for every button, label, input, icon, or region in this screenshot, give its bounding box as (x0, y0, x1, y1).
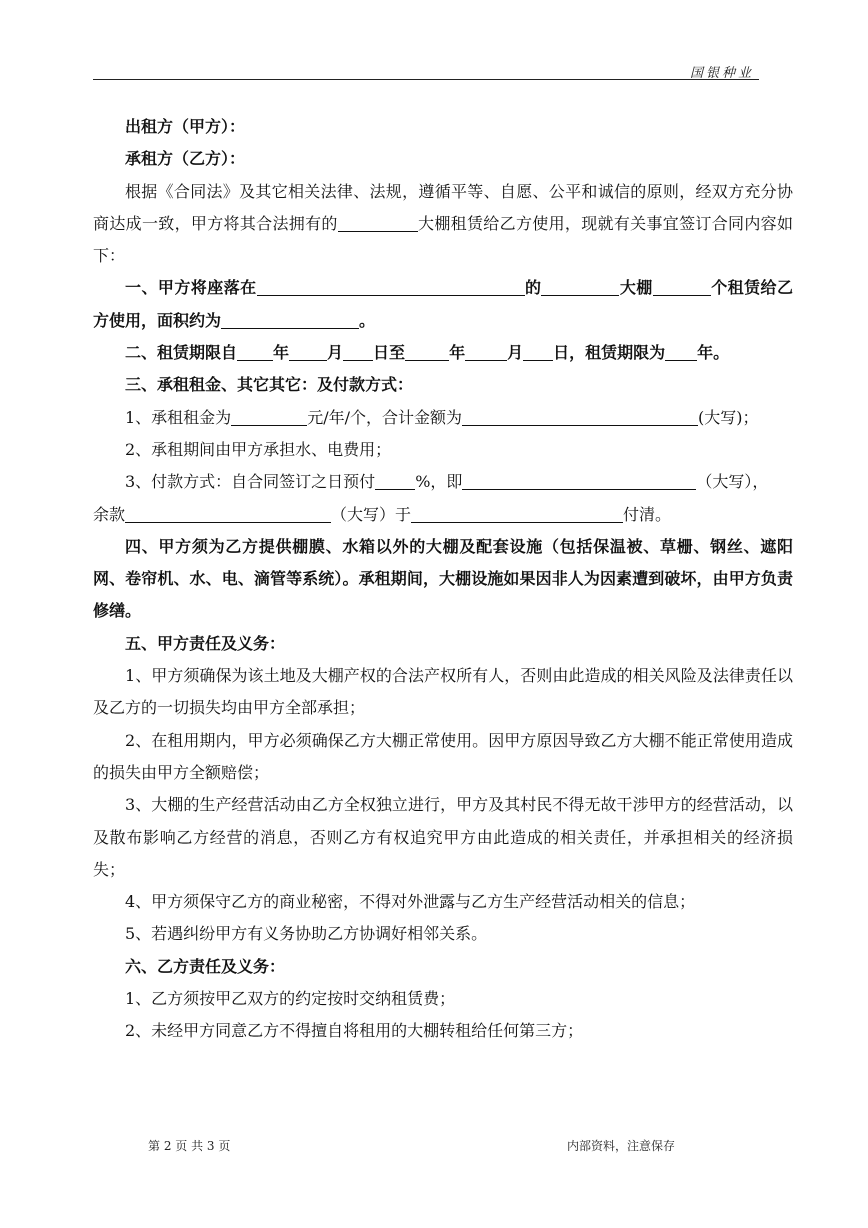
blank-term-years[interactable] (665, 340, 697, 361)
confidential-note: 内部资料，注意保存 (567, 1139, 676, 1153)
blank-start-day[interactable] (343, 340, 373, 361)
clause-6-item: 2、未经甲方同意乙方不得擅自将租用的大棚转租给任何第三方； (125, 1021, 584, 1041)
blank-end-year[interactable] (405, 340, 449, 361)
clause-1: 一、甲方将座落在 的 大棚 个租赁给乙方使用，面积约为 。 (93, 272, 793, 337)
contract-body (93, 111, 793, 1048)
blank-prepay-percent[interactable] (375, 469, 415, 490)
clause-3-item-2: 2、承租期间由甲方承担水、电费用； (125, 439, 392, 459)
clause-3-item-3-cont: 余款 （大写）于 付清。 (93, 499, 793, 531)
blank-total-amount[interactable] (462, 405, 698, 426)
clause-5-item: 5、若遇纠纷甲方有义务协助乙方协调好相邻关系。 (125, 924, 488, 944)
blank-location[interactable] (257, 275, 525, 296)
clause-4: 四、甲方须为乙方提供棚膜、水箱以外的大棚及配套设施（包括保温被、草栅、钢丝、遮阳网、卷帘机、水、电、滴管等系统）。承租期间，大棚设施如果因非人为因素遭到破坏，由甲方负责修缮。 (93, 536, 793, 621)
page-number: 第 2 页 共 3 页 (148, 1139, 231, 1153)
header-divider (93, 79, 759, 80)
blank-rent-per-unit[interactable] (231, 405, 307, 426)
clause-3-title: 三、承租租金、其它其它：及付款方式： (125, 375, 414, 395)
blank-owner-field[interactable] (338, 211, 418, 232)
blank-area[interactable] (221, 308, 359, 329)
clause-3-item-3: 3、付款方式：自合同签订之日预付 %，即 （大写）， (93, 466, 793, 498)
clause-5-item: 2、在租用期内，甲方必须确保乙方大棚正常使用。因甲方原因导致乙方大棚不能正常使用造成的损失由甲方全额赔偿； (93, 730, 793, 782)
lessee-line: 承租方（乙方）： (125, 149, 246, 169)
blank-end-day[interactable] (523, 340, 553, 361)
blank-greenhouse-type[interactable] (541, 275, 619, 296)
clause-6-item: 1、乙方须按甲乙双方的约定按时交纳租赁费； (125, 989, 456, 1009)
clause-6-title: 六、乙方责任及义务： (125, 956, 286, 976)
company-logo: 国银种业 (690, 66, 755, 81)
lessor-line: 出租方（甲方）： (125, 117, 246, 136)
clause-5-item: 4、甲方须保守乙方的商业秘密，不得对外泄露与乙方生产经营活动相关的信息； (125, 892, 696, 912)
clause-3-item-1: 1、承租租金为 元/年/个，合计金额为 (大写)； (93, 402, 793, 434)
blank-greenhouse-count[interactable] (653, 275, 711, 296)
blank-start-month[interactable] (289, 340, 327, 361)
blank-prepay-amount[interactable] (462, 469, 696, 490)
blank-balance-date[interactable] (411, 502, 623, 523)
blank-balance-amount[interactable] (125, 502, 331, 523)
clause-5-item: 1、甲方须确保为该土地及大棚产权的合法产权所有人，否则由此造成的相关风险及法律责任以及乙方的一切损失均由甲方全部承担； (93, 666, 793, 718)
clause-5-title: 五、甲方责任及义务： (125, 633, 286, 653)
intro-paragraph: 根据《合同法》及其它相关法律、法规，遵循平等、自愿、公平和诚信的原则，经双方充分协商达成一致，甲方将其合法拥有的 大棚租赁给乙方使用，现就有关事宜签订合同内容如下： (93, 181, 793, 266)
blank-start-year[interactable] (237, 340, 273, 361)
clause-2: 二、租赁期限自 年 月 日至 年 月 日，租赁期限为 年。 (93, 337, 793, 369)
clause-5-item: 3、大棚的生产经营活动由乙方全权独立进行，甲方及其村民不得无故干涉甲方的经营活动，以及散布影响乙方经营的消息，否则乙方有权追究甲方由此造成的相关责任，并承担相关的经济损失； (93, 795, 793, 879)
blank-end-month[interactable] (465, 340, 507, 361)
